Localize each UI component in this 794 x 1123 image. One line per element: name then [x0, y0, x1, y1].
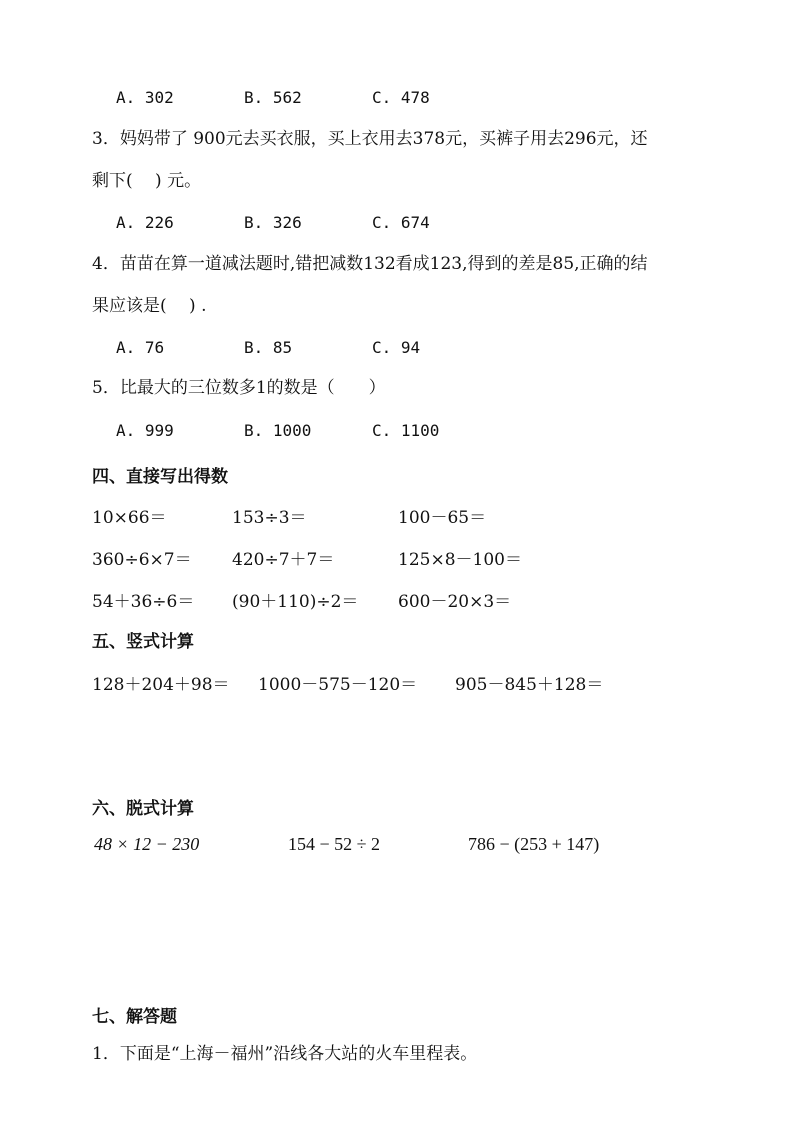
s5-item-1: 128＋204＋98＝: [92, 675, 230, 695]
q5-option-c: C. 1100: [372, 421, 440, 440]
q3-option-b: B. 326: [244, 213, 302, 232]
q2-option-c: C. 478: [372, 88, 430, 107]
q5-option-a: A. 999: [116, 421, 174, 440]
s4-r3-c2: (90＋110)÷2＝: [232, 592, 359, 612]
q3-text-line2: 剩下( ) 元。: [92, 171, 202, 191]
q2-option-a: A. 302: [116, 88, 174, 107]
s4-r2-c1: 360÷6×7＝: [92, 550, 192, 570]
s6-item-2: 154 − 52 ÷ 2: [288, 834, 381, 854]
q5-option-b: B. 1000: [244, 421, 312, 440]
q4-option-b: B. 85: [244, 338, 293, 357]
s6-item-3: 786 − (253 + 147): [468, 834, 600, 854]
s7-question-1: 1．下面是“上海－福州”沿线各大站的火车里程表。: [92, 1044, 478, 1064]
section6-heading: 六、脱式计算: [92, 799, 194, 819]
s4-r2-c3: 125×8－100＝: [398, 550, 522, 570]
q4-option-c: C. 94: [372, 338, 421, 357]
s4-r1-c1: 10×66＝: [92, 508, 167, 528]
q3-text-line1: 3．妈妈带了 900元去买衣服，买上衣用去378元，买裤子用去296元，还: [92, 129, 648, 149]
s5-item-3: 905－845＋128＝: [455, 675, 604, 695]
q5-text: 5．比最大的三位数多1的数是（ ）: [92, 378, 386, 398]
q4-text-line2: 果应该是( ) .: [92, 296, 207, 316]
section7-heading: 七、解答题: [92, 1007, 177, 1027]
s4-r3-c1: 54＋36÷6＝: [92, 592, 195, 612]
section4-heading: 四、直接写出得数: [92, 467, 228, 487]
q3-option-c: C. 674: [372, 213, 430, 232]
s4-r1-c3: 100－65＝: [398, 508, 487, 528]
section5-heading: 五、竖式计算: [92, 632, 194, 652]
s4-r2-c2: 420÷7＋7＝: [232, 550, 335, 570]
q4-option-a: A. 76: [116, 338, 165, 357]
q2-option-b: B. 562: [244, 88, 302, 107]
q3-option-a: A. 226: [116, 213, 174, 232]
s4-r1-c2: 153÷3＝: [232, 508, 307, 528]
s5-item-2: 1000－575－120＝: [258, 675, 418, 695]
q4-text-line1: 4．苗苗在算一道减法题时,错把减数132看成123,得到的差是85,正确的结: [92, 254, 648, 274]
s4-r3-c3: 600－20×3＝: [398, 592, 512, 612]
s6-item-1: 48 × 12 − 230: [94, 834, 200, 854]
